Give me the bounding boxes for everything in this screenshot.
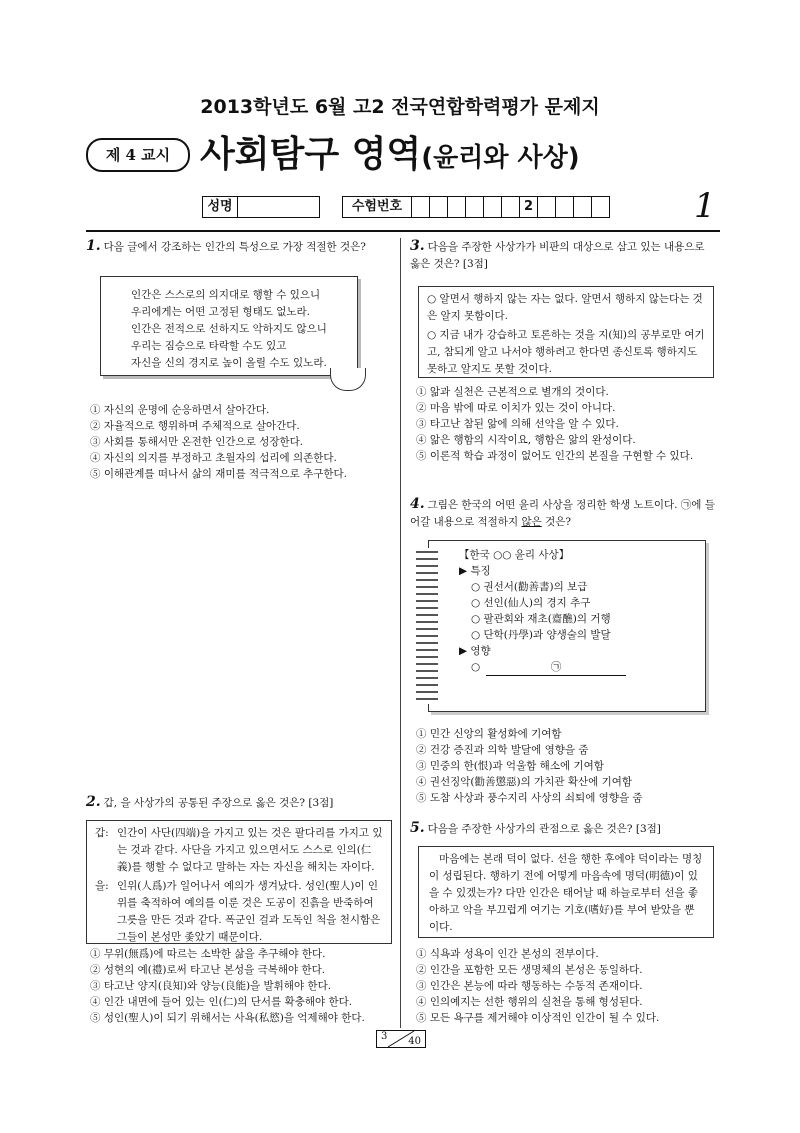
current-page: 3 — [381, 1031, 388, 1042]
exam-no-cell — [466, 196, 484, 218]
question-2-passage: 갑: 인간이 사단(四端)을 가지고 있는 것은 팔다리를 가지고 있는 것과 같다. 사단을 가지고 있으면서도 스스로 인의(仁義)를 행할 수 없다고 말하는 자는 자신을 해치는 자이다. 을: 인위(人爲)가 일어나서 예의가 생겨났다. 성인(聖人)이 인위를 축적하여 예의를 이룬 것은 도공이 진흙을 반죽하여 그릇을 만든 것과 같다. 폭군인 걸과 도독인 척을 천시함은 그들이 본성만 좇았기 때문이다. — [86, 820, 392, 944]
period-badge: 제 4 교시 — [86, 138, 190, 172]
header-rule — [86, 230, 720, 232]
question-1-passage: 인간은 스스로의 의지대로 행할 수 있으니 우리에게는 어떤 고정된 형태도 없노라. 인간은 전적으로 선하지도 악하지도 않으니 우리는 짐승으로 타락할 수도 있고 자신을 신의 경지로 높이 올릴 수도 있노라. — [100, 276, 358, 376]
exam-no-digit: 2 — [520, 196, 538, 218]
question-3-options — [416, 384, 693, 464]
exam-no-cell — [592, 196, 610, 218]
blank-line: ㉠ — [486, 659, 626, 676]
option[interactable]: ② 마음 밖에 따로 이치가 있는 것이 아니다. — [416, 402, 616, 414]
question-3-passage: ○ 알면서 행하지 않는 자는 없다. 알면서 행하지 않는다는 것은 알지 못함이다. ○ 지금 내가 강습하고 토론하는 것을 지(知)의 공부로만 여기고, 참되게 알고 나서야 행하려고 한다면 종신토록 행하지도 못하고 알지도 못할 것이다. — [418, 286, 714, 378]
question-5-prompt: 5. 다음을 주장한 사상가의 관점으로 옳은 것은? [3점] — [410, 820, 661, 836]
subject-main: 사회탐구 영역 — [200, 134, 422, 175]
exam-no-label: 수험번호 — [342, 196, 412, 218]
question-1-number: 1. — [86, 238, 101, 254]
option[interactable]: ① 민간 신앙의 활성화에 기여함 — [416, 728, 562, 740]
exam-no-cell — [430, 196, 448, 218]
page-number: 1 — [694, 186, 716, 226]
option[interactable]: ③ 타고난 참된 앎에 의해 선악을 알 수 있다. — [416, 418, 619, 430]
subject-sub: (윤리와 사상) — [421, 143, 580, 173]
question-4-options — [416, 726, 643, 806]
exam-title: 2013학년도 6월 고2 전국연합학력평가 문제지 — [200, 96, 600, 118]
option[interactable]: ⑤ 이론적 학습 과정이 없어도 인간의 본질을 구현할 수 있다. — [416, 450, 694, 462]
option[interactable]: ② 자율적으로 행위하며 주체적으로 살아간다. — [90, 420, 300, 432]
option[interactable]: ② 건강 증진과 의학 발달에 영향을 줌 — [416, 744, 589, 756]
option[interactable]: ③ 민중의 한(恨)과 억울함 해소에 기여함 — [416, 760, 604, 772]
scroll-curl-icon — [330, 368, 366, 391]
name-field — [238, 196, 320, 218]
option[interactable]: ① 앎과 실천은 근본적으로 별개의 것이다. — [416, 386, 609, 398]
total-pages: 40 — [408, 1036, 421, 1047]
notebook-rings-icon — [416, 548, 438, 704]
question-3-number: 3. — [410, 238, 425, 254]
option[interactable]: ① 자신의 운명에 순응하면서 살아간다. — [90, 404, 270, 416]
question-2-prompt: 2. 갑, 을 사상가의 공통된 주장으로 옳은 것은? [3점] — [86, 794, 334, 810]
question-1-prompt: 1. 다음 글에서 강조하는 인간의 특성으로 가장 적절한 것은? — [86, 238, 366, 254]
exam-no-cell — [556, 196, 574, 218]
question-1-options — [90, 402, 347, 482]
option[interactable]: ④ 권선징악(勸善懲惡)의 가치관 확산에 기여함 — [416, 776, 633, 788]
option[interactable]: ④ 인간 내면에 들어 있는 인(仁)의 단서를 확충해야 한다. — [90, 996, 353, 1008]
option[interactable]: ③ 타고난 양지(良知)와 양능(良能)을 발휘해야 한다. — [90, 980, 332, 992]
student-note: 【한국 ○○ 윤리 사상】 ▶ 특징 ○ 권선서(勸善書)의 보급 ○ 선인(仙人)의 경지 추구 ○ 팔관회와 재초(齋醮)의 거행 ○ 단학(丹學)과 양생술의 발달 ▶ 영향 ○ ㉠ — [428, 540, 706, 712]
exam-no-cell — [448, 196, 466, 218]
option[interactable]: ④ 인의예지는 선한 행위의 실천을 통해 형성된다. — [416, 996, 643, 1008]
question-4-number: 4. — [410, 496, 425, 512]
question-2-options — [90, 946, 365, 1026]
exam-no-cell — [412, 196, 430, 218]
page-divider-slash — [376, 1030, 426, 1048]
option[interactable]: ⑤ 이해관계를 떠나서 삶의 재미를 적극적으로 추구한다. — [90, 468, 348, 480]
subject-title — [200, 126, 580, 177]
option[interactable]: ① 무위(無爲)에 따르는 소박한 삶을 추구해야 한다. — [90, 948, 326, 960]
exam-no-cell — [484, 196, 502, 218]
note-influence-label: ▶ 영향 — [459, 645, 491, 657]
note-title: 【한국 ○○ 윤리 사상】 — [459, 549, 570, 561]
exam-no-cell — [538, 196, 556, 218]
option[interactable]: ① 식욕과 성욕이 인간 본성의 전부이다. — [416, 948, 599, 960]
option[interactable]: ⑤ 모든 욕구를 제거해야 이상적인 인간이 될 수 있다. — [416, 1012, 660, 1024]
question-5-number: 5. — [410, 820, 425, 836]
question-3-prompt: 3. 다음을 주장한 사상가가 비판의 대상으로 삼고 있는 내용으로 옳은 것은? [3점] — [410, 238, 705, 270]
option[interactable]: ④ 자신의 의지를 부정하고 초월자의 섭리에 의존한다. — [90, 452, 337, 464]
note-feature-label: ▶ 특징 — [459, 565, 491, 577]
option[interactable]: ③ 인간은 본능에 따라 행동하는 수동적 존재이다. — [416, 980, 643, 992]
candidate-info-row — [202, 196, 610, 218]
option[interactable]: ② 성현의 예(禮)로써 타고난 본성을 극복해야 한다. — [90, 964, 326, 976]
column-divider — [400, 238, 401, 1028]
question-4-prompt: 4. 그림은 한국의 어떤 윤리 사상을 정리한 학생 노트이다. ㉠에 들어갈 내용으로 적절하지 않은 것은? — [410, 496, 715, 528]
question-5-passage: 마음에는 본래 덕이 없다. 선을 행한 후에야 덕이라는 명칭이 성립된다. 행하기 전에 어떻게 마음속에 명덕(明德)이 있을 수 있겠는가? 다만 인간은 태어날 때 하늘로부터 선을 좋아하고 악을 부끄럽게 여기는 기호(嗜好)를 부여 받았을 뿐이다. — [418, 846, 714, 938]
option[interactable]: ③ 사회를 통해서만 온전한 인간으로 성장한다. — [90, 436, 304, 448]
question-5-options — [416, 946, 659, 1026]
exam-no-cell — [502, 196, 520, 218]
option[interactable]: ⑤ 성인(聖人)이 되기 위해서는 사욕(私慾)을 억제해야 한다. — [90, 1012, 365, 1024]
option[interactable]: ④ 앎은 행함의 시작이요, 행함은 앎의 완성이다. — [416, 434, 636, 446]
option[interactable]: ⑤ 도참 사상과 풍수지리 사상의 쇠퇴에 영향을 줌 — [416, 792, 643, 804]
exam-no-cell — [574, 196, 592, 218]
option[interactable]: ② 인간을 포함한 모든 생명체의 본성은 동일하다. — [416, 964, 643, 976]
note-blank-row: ○ ㉠ — [459, 659, 697, 676]
question-2-number: 2. — [86, 794, 101, 810]
name-label: 성명 — [202, 196, 238, 218]
